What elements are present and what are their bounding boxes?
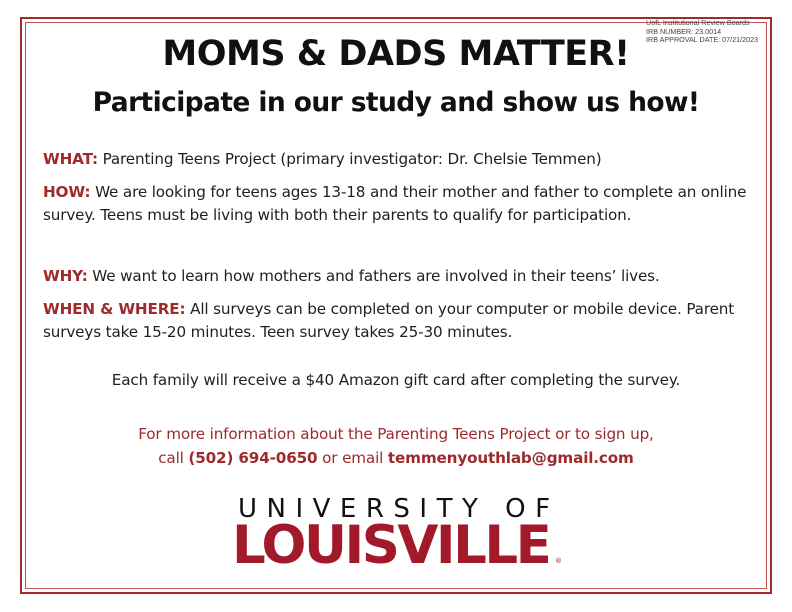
logo-louisville: LOUISVILLE <box>232 515 550 576</box>
section-what <box>43 148 759 171</box>
flyer-title: MOMS & DADS MATTER! <box>162 34 630 74</box>
section-why <box>43 265 759 288</box>
irb-line-1: UofL Institutional Review Boards <box>646 19 750 27</box>
section-when-where <box>43 298 759 344</box>
what-label: WHAT: <box>43 150 98 168</box>
contact-line-1: For more information about the Parenting Teens Project or to sign up, <box>138 425 654 443</box>
how-label: HOW: <box>43 183 91 201</box>
when-where-text: All surveys can be completed on your computer or mobile device. Parent surveys take 15-20 minutes. Teen survey takes 25-30 minutes. <box>43 300 735 341</box>
why-label: WHY: <box>43 267 88 285</box>
gift-card-note: Each family will receive a $40 Amazon gift card after completing the survey. <box>111 371 681 389</box>
when-where-label: WHEN & WHERE: <box>43 300 186 318</box>
logo-university-of: UNIVERSITY OF <box>238 494 560 524</box>
contact-line-2 <box>0 449 792 467</box>
flyer-subtitle: Participate in our study and show us how! <box>92 87 700 118</box>
irb-approval-date: IRB APPROVAL DATE: 07/21/2023 <box>646 35 759 45</box>
what-text: Parenting Teens Project (primary investigator: Dr. Chelsie Temmen) <box>97 150 602 168</box>
email-prefix: or email <box>317 449 388 467</box>
phone-number[interactable]: (502) 694-0650 <box>188 449 318 467</box>
registered-mark: ® <box>555 557 562 565</box>
call-prefix: call <box>158 449 189 467</box>
why-text: We want to learn how mothers and fathers are involved in their teens’ lives. <box>87 267 660 285</box>
section-how <box>43 181 759 227</box>
how-text: We are looking for teens ages 13-18 and their mother and father to complete an online survey. Teens must be living with both their parents to qualify for participation. <box>43 183 747 224</box>
irb-number: IRB NUMBER: 23.0014 <box>646 26 722 36</box>
email-address[interactable]: temmenyouthlab@gmail.com <box>387 449 634 467</box>
